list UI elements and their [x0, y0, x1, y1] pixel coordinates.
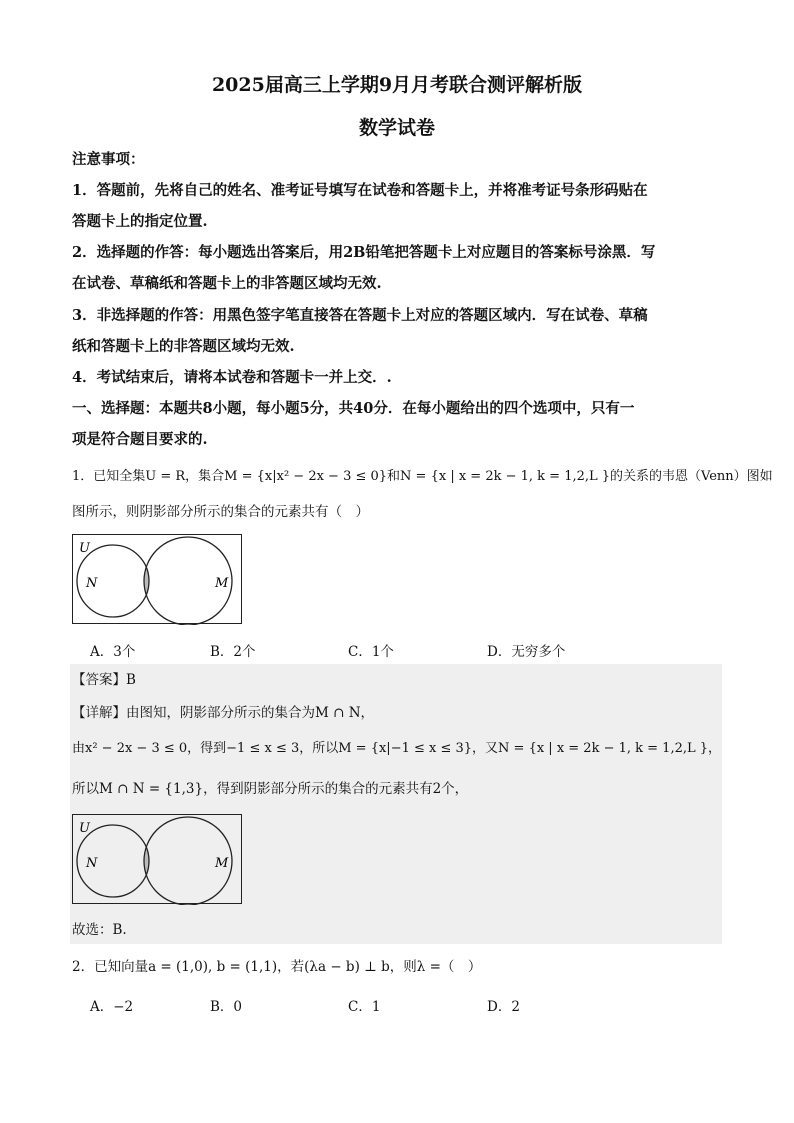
- note-line: 答题卡上的指定位置.: [72, 213, 208, 230]
- venn-diagram-svg: [73, 535, 243, 625]
- option-a: A．−2: [90, 999, 134, 1015]
- venn-label-n: N: [86, 856, 98, 871]
- page-subtitle: 数学试卷: [358, 117, 435, 139]
- section-heading: 一、选择题：本题共8小题，每小题5分，共40分．在每小题给出的四个选项中，只有一: [72, 400, 635, 417]
- venn-diagram-explanation: [72, 814, 242, 904]
- section-heading-cont: 项是符合题目要求的.: [72, 431, 208, 448]
- option-c: C．1: [348, 999, 381, 1015]
- venn-label-m: M: [215, 856, 229, 871]
- note-line: 4．考试结束后，请将本试卷和答题卡一并上交．.: [72, 369, 392, 386]
- notes-heading: 注意事项：: [72, 151, 145, 168]
- note-line: 在试卷、草稿纸和答题卡上的非答题区域均无效.: [72, 275, 382, 292]
- note-line: 1．答题前，先将自己的姓名、准考证号填写在试卷和答题卡上，并将准考证号条形码贴在: [72, 182, 648, 199]
- question-1-stem: 1．已知全集U = R，集合M = {x|x² − 2x − 3 ≤ 0}和N = {x | x = 2k − 1, k = 1,2,L }的关系的韦恩（Venn）图如: [72, 469, 773, 484]
- option-b: B．2个: [210, 644, 256, 660]
- venn-label-m: M: [215, 576, 229, 591]
- venn-label-n: N: [86, 576, 98, 591]
- option-d: D．2: [487, 999, 520, 1015]
- option-b: B．0: [210, 999, 243, 1015]
- note-line: 纸和答题卡上的非答题区域均无效.: [72, 338, 295, 355]
- venn-diagram: [72, 534, 242, 624]
- note-line: 2．选择题的作答：每小题选出答案后，用2B铅笔把答题卡上对应题目的答案标号涂黑．写: [72, 244, 656, 261]
- note-line: 3．非选择题的作答：用黑色签字笔直接答在答题卡上对应的答题区域内．写在试卷、草稿: [72, 307, 648, 324]
- answer-label: 【答案】B: [72, 672, 136, 688]
- conclusion: 故选：B.: [72, 922, 127, 938]
- detail-line: 由x² − 2x − 3 ≤ 0，得到−1 ≤ x ≤ 3，所以M = {x|−1 ≤ x ≤ 3}，又N = {x | x = 2k − 1, k = 1,2,L }，: [72, 741, 722, 756]
- venn-label-u: U: [79, 821, 90, 836]
- venn-diagram-svg: [73, 815, 243, 905]
- option-c: C．1个: [348, 644, 394, 660]
- option-d: D．无穷多个: [487, 644, 566, 660]
- question-2-stem: 2．已知向量a = (1,0), b = (1,1)，若(λa − b) ⊥ b，则λ =（ ）: [72, 959, 482, 975]
- page-title: 2025届高三上学期9月月考联合测评解析版: [211, 74, 583, 96]
- detail-line: 【详解】由图知，阴影部分所示的集合为M ∩ N，: [72, 705, 375, 721]
- option-a: A．3个: [90, 644, 136, 660]
- detail-line: 所以M ∩ N = {1,3}，得到阴影部分所示的集合的元素共有2个，: [72, 781, 469, 797]
- question-1-stem-cont: 图所示，则阴影部分所示的集合的元素共有（ ）: [72, 504, 369, 520]
- venn-label-u: U: [79, 541, 90, 556]
